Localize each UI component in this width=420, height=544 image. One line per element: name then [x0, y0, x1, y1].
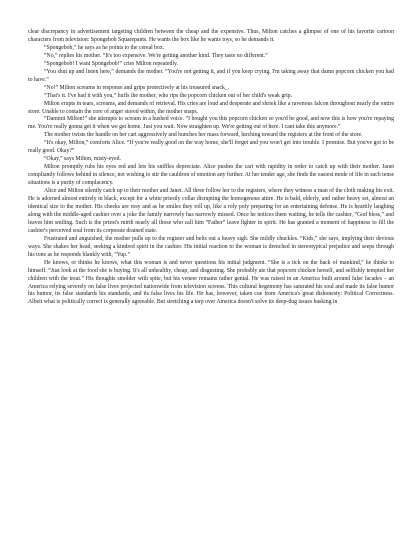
paragraph: “Okay,” says Milton, misty-eyed. [44, 156, 121, 163]
paragraph: “Spongebob! I want Spongebob!” cries Milton repeatedly. [44, 60, 178, 67]
paragraph: “No!” Milton screams in response and grips protectively at his treasured snack_. [44, 84, 230, 91]
paragraph: “No,” replies his mother. “It's too expensive. We're getting another kind. They taste no different.” [44, 52, 268, 59]
paragraph: “That's it. I've had it with you,” huffs the mother, who rips the popcorn chicken out of her child's weak grip. [44, 92, 293, 99]
document-page [28, 29, 394, 307]
paragraph: Frustrated and anguished, the mother pulls up to the register and belts out a heavy sigh. She mildly chuckles. “Kids,” she says, implying their devious ways. She shakes her head, seeking a kindred spirit in the cashier. His initial reaction to the woman is drenched in stereotypical prejudice and seeps through his tone as he responds blankly with, “Yup.” [28, 235, 394, 258]
paragraph: The mother twists the handle on her cart aggressively and hunches her mass forward, lurching toward the registers at the front of the store. [44, 132, 363, 139]
paragraph: clear discrepancy in advertisement targeting children between the cheap and the expensive. Thus, Milton catches a glimpse of one of his favorite cartoon characters from television: Spongebob Squarepants. He wants the box like he wants toys, so he demands it. [28, 29, 394, 43]
paragraph: “You shut up and listen here,” demands the mother. “You're not getting it, and if you keep crying, I'm taking away that damn popcorn chicken you had to have.” [28, 68, 394, 83]
paragraph: Milton erupts in tears, screams, and demands of retrieval. His cries are loud and desperate and shriek like a ravenous falcon throughout nearly the entire store. Unable to contain the core of anger stored within, the mother snaps. [28, 100, 394, 115]
paragraph: He knows, or thinks he knows, what this woman is and never questions his initial judgment. “She is a tick on the back of mankind,” he thinks to himself. “Just look at the food she is buying. It's all unhealthy, cheap, and disgusting. She probably ate that popcorn chicken herself, and selfishly tempted her children with the treat.” His thoughts smolder with spite, but his veneer remains rather genial. He was raised in an America built around false facades – an America relying severely on false lives projected nationwide from television screens. This cultural hegemony has saturated his soul and made its false humor his humor, its false standards his standards, and its false lives his life. He has, however, taken cue from America's great dishonesty: Political Correctness. Albeit what is politically correct is generally agreeable. But stretching a tarp over America doesn't solve its deep-dug issues basking in [28, 259, 394, 306]
paragraph: “Dammit Milton!” she attempts to scream in a hushed voice. “I bought you this popcorn chicken so you'd be good, and now this is how you're repaying me. You're really gonna get it when we get home. Just you wait. Now straighten up. We're getting out of here. I cant take this anymore.” [28, 116, 394, 131]
paragraph: “It's okay, Milton,” comforts Alice. “If you're really good on the way home, she'll forget and you won't get into trouble. I promise. But you've got to be really good. Okay?” [28, 140, 394, 155]
paragraph: Alice and Milton silently catch up to their mother and Janet. All three follow her to the registers, where they witness a man of the cloth making his exit. He is adorned almost entirely in black, except for a white priestly collar disrupting the homogenous attire. He is bald, elderly, and rather heavy set, almost an identical size to the mother. His cheeks are rosy and as he smiles they roll up, like a roly poly preparing for an entertaining defense. He is heartily laughing along with the middle-aged cashier over a joke the family narrowly has narrowly missed. Once he notices them waiting, he tells the cashier, “God bless,” and leaves him smiling. Such is the priest's mirth nearly all those who call him “Father” leave lighter in spirit. He has granted a moment of happiness to fill the cashier's perceived soul from its corporate drained state. [28, 188, 394, 234]
paragraph: Milton promptly rubs his eyes red and lets his sniffles depreciate. Alice pushes the cart with rapidity in order to catch up with their mother. Janet compliantly follows behind in silence, not wishing to stir the cauldron of emotion any further. At her tender age, she finds the easiest mode of life in such tense situations is a purity of complacency. [28, 164, 394, 187]
paragraph: “Spongebob,” he says as he points to the cereal box. [44, 44, 165, 51]
